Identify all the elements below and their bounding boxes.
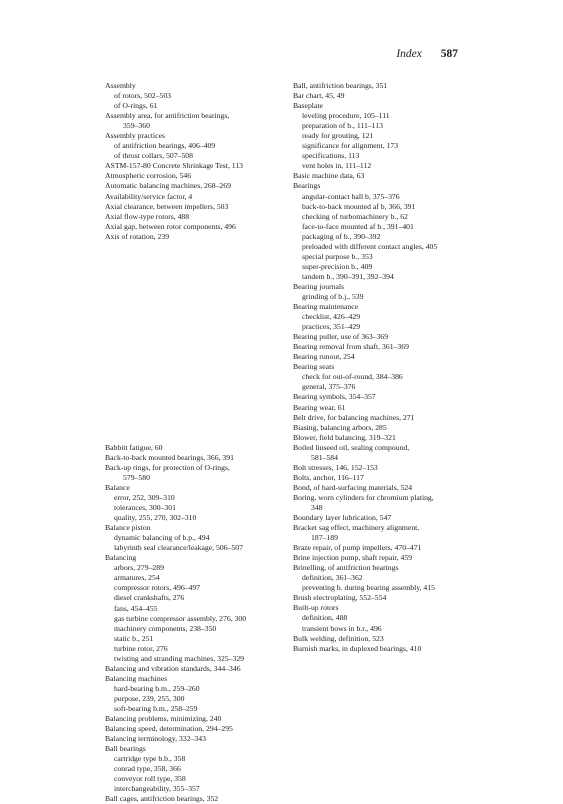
index-subentry: dynamic balancing of b.p., 494 — [114, 533, 210, 543]
index-entry: Braze repair, of pump impellers, 470–471 — [293, 543, 422, 553]
index-entry: Balancing — [105, 553, 137, 563]
index-entry: Balancing speed, determination, 294–295 — [105, 724, 233, 734]
index-entry: Basic machine data, 63 — [293, 171, 365, 181]
index-entry: Boiled linseed oil, sealing compound, — [293, 442, 410, 452]
index-entry: Baseplate — [293, 101, 323, 111]
index-entry-continuation: 579–580 — [123, 472, 150, 482]
index-entry: Bond, of hard-surfacing materials, 524 — [293, 482, 413, 492]
index-entry: Back-to-back mounted bearings, 366, 391 — [105, 452, 234, 462]
index-entry: ASTM-157-80 Concrete Shrinkage Test, 113 — [105, 161, 244, 171]
index-subentry: fans, 454–455 — [114, 603, 158, 613]
index-column-left — [105, 81, 310, 804]
section-gap — [105, 242, 310, 443]
index-subentry: face-to-face mounted af b., 391–401 — [302, 221, 414, 231]
index-subentry: checklist, 426–429 — [302, 312, 361, 322]
index-subentry: specifications, 113 — [302, 151, 360, 161]
index-subentry: conveyor roll type, 358 — [114, 774, 186, 784]
index-entry: Assembly practices — [105, 131, 165, 141]
index-subentry: grinding of b.j., 539 — [302, 291, 364, 301]
index-entry: Boundary layer lubrication, 547 — [293, 513, 392, 523]
index-entry: Balancing problems, minimizing, 240 — [105, 714, 222, 724]
index-entry: Built-up rotors — [293, 603, 339, 613]
index-entry: Axial flow-type rotors, 488 — [105, 211, 190, 221]
index-subentry: static b., 251 — [114, 633, 154, 643]
index-subentry: tolerances, 300–301 — [114, 503, 176, 513]
index-subentry: definition, 361–362 — [302, 573, 363, 583]
index-subentry: quality, 255, 270, 302–310 — [114, 513, 197, 523]
index-entry: Bolts, anchor, 116–117 — [293, 472, 364, 482]
index-subentry: labyrinth seal clearance/leakage, 506–507 — [114, 543, 243, 553]
index-entry: Blower, field balancing, 319–321 — [293, 432, 396, 442]
index-entry: Bearing seats — [293, 362, 335, 372]
index-subentry: compressor rotors, 496–497 — [114, 583, 201, 593]
index-entry: Brinelling, of antifriction bearings — [293, 563, 399, 573]
index-subentry: packaging of b., 390–392 — [302, 231, 381, 241]
index-subentry: of O-rings, 61 — [114, 101, 158, 111]
index-entry: Ball cages, antifriction bearings, 352 — [105, 794, 219, 804]
index-entry-continuation: 359–360 — [123, 121, 150, 131]
index-subentry: purpose, 239, 255, 300 — [114, 693, 185, 703]
index-subentry: preventing b. during bearing assembly, 415 — [302, 583, 435, 593]
index-subentry: ready for grouting, 121 — [302, 131, 374, 141]
index-entry: Balancing terminology, 332–343 — [105, 734, 206, 744]
index-subentry: back-to-back mounted af b, 366, 391 — [302, 201, 416, 211]
index-subentry: arbors, 279–289 — [114, 563, 164, 573]
index-entry: Bearing puller, use of 363–369 — [293, 332, 389, 342]
index-entry: Bar chart, 45, 49 — [293, 91, 345, 101]
index-subentry: armatures, 254 — [114, 573, 160, 583]
index-subentry: special purpose b., 353 — [302, 251, 373, 261]
index-subentry: super-precision b., 409 — [302, 261, 373, 271]
index-entry: Burnish marks, in duplexed bearings, 410 — [293, 643, 422, 653]
index-entry: Axial gap, between rotor components, 496 — [105, 221, 236, 231]
index-entry-continuation: 581–584 — [311, 452, 338, 462]
index-entry: Bearing removal from shaft, 361–369 — [293, 342, 409, 352]
index-subentry: preparation of b., 111–113 — [302, 121, 383, 131]
index-subentry: cartridge type b.b., 358 — [114, 754, 186, 764]
index-subentry: definition, 488 — [302, 613, 348, 623]
index-entry: Bearing runout, 254 — [293, 352, 355, 362]
index-entry: Balancing machines — [105, 673, 168, 683]
index-entry: Automatic balancing machines, 268–269 — [105, 181, 231, 191]
index-entry: Boring, worn cylinders for chromium plating, — [293, 492, 434, 502]
index-subentry: check for out-of-round, 384–386 — [302, 372, 403, 382]
index-subentry: hard-bearing b.m., 259–260 — [114, 683, 200, 693]
index-subentry: transient bows in b.r., 496 — [302, 623, 382, 633]
index-entry: Bearing journals — [293, 281, 345, 291]
index-entry: Axis of rotation, 239 — [105, 231, 170, 241]
index-subentry: general, 375–376 — [302, 382, 356, 392]
index-entry: Availability/service factor, 4 — [105, 191, 193, 201]
index-entry: Atmospheric corrosion, 546 — [105, 171, 192, 181]
index-entry: Axial clearance, between impellers, 503 — [105, 201, 229, 211]
index-subentry: leveling procedure, 105–111 — [302, 111, 390, 121]
index-subentry: of rotors, 502–503 — [114, 91, 172, 101]
index-subentry: diesel crankshafts, 276 — [114, 593, 185, 603]
index-entry: Assembly — [105, 81, 136, 90]
index-subentry: of thrust collars, 507–508 — [114, 151, 193, 161]
index-entry: Bearing maintenance — [293, 302, 359, 312]
index-entry: Ball bearings — [105, 744, 146, 754]
index-subentry: machinery components, 238–350 — [114, 623, 217, 633]
index-entry-continuation: 348 — [311, 502, 323, 512]
index-subentry: twisting and stranding machines, 325–329 — [114, 653, 245, 663]
index-entry: Balance piston — [105, 523, 151, 533]
running-header — [396, 48, 458, 60]
index-entry: Belt drive, for balancing machines, 271 — [293, 412, 415, 422]
index-subentry: tandem b., 390–391, 392–394 — [302, 271, 394, 281]
index-entry: Brush electroplating, 552–554 — [293, 593, 387, 603]
index-entry: Ball, antifriction bearings, 351 — [293, 81, 388, 90]
index-entry: Babbitt fatigue, 60 — [105, 442, 163, 452]
index-subentry: gas turbine compressor assembly, 276, 300 — [114, 613, 247, 623]
index-entry: Balancing and vibration standards, 344–346 — [105, 663, 241, 673]
index-subentry: error, 252, 309–310 — [114, 492, 175, 502]
index-entry: Assembly area, for antifriction bearings, — [105, 111, 230, 121]
index-entry: Bracket sag effect, machinery alignment, — [293, 523, 420, 533]
index-subentry: of antifriction bearings, 406–409 — [114, 141, 216, 151]
index-entry: Bulk welding, definition, 523 — [293, 633, 384, 643]
index-subentry: significance for alignment, 173 — [302, 141, 399, 151]
index-entry: Bearings — [293, 181, 321, 191]
index-entry: Balance — [105, 482, 130, 492]
index-entry-continuation: 187–189 — [311, 533, 338, 543]
index-subentry: soft-bearing b.m., 258–259 — [114, 703, 198, 713]
index-entry: Brine injection pump, shaft repair, 459 — [293, 553, 413, 563]
index-entry: Bolt stresses, 146, 152–153 — [293, 462, 378, 472]
index-subentry: preloaded with different contact angles, 405 — [302, 241, 438, 251]
header-index-label: Index — [396, 48, 422, 60]
index-subentry: checking of turbomachinery b., 62 — [302, 211, 408, 221]
page-number: 587 — [440, 48, 458, 60]
index-column-right — [293, 81, 498, 654]
index-subentry: turbine rotor, 276 — [114, 643, 168, 653]
index-subentry: interchangeability, 355–357 — [114, 784, 200, 794]
index-subentry: conrad type, 358, 366 — [114, 764, 181, 774]
index-entry: Biasing, balancing arbors, 285 — [293, 422, 387, 432]
index-entry: Back-up rings, for protection of O-rings, — [105, 462, 230, 472]
index-entry: Bearing symbols, 354–357 — [293, 392, 376, 402]
index-subentry: vent holes in, 111–112 — [302, 161, 372, 171]
index-subentry: angular-contact ball b, 375–376 — [302, 191, 400, 201]
index-entry: Bearing wear, 61 — [293, 402, 346, 412]
index-subentry: practices, 351–429 — [302, 322, 361, 332]
